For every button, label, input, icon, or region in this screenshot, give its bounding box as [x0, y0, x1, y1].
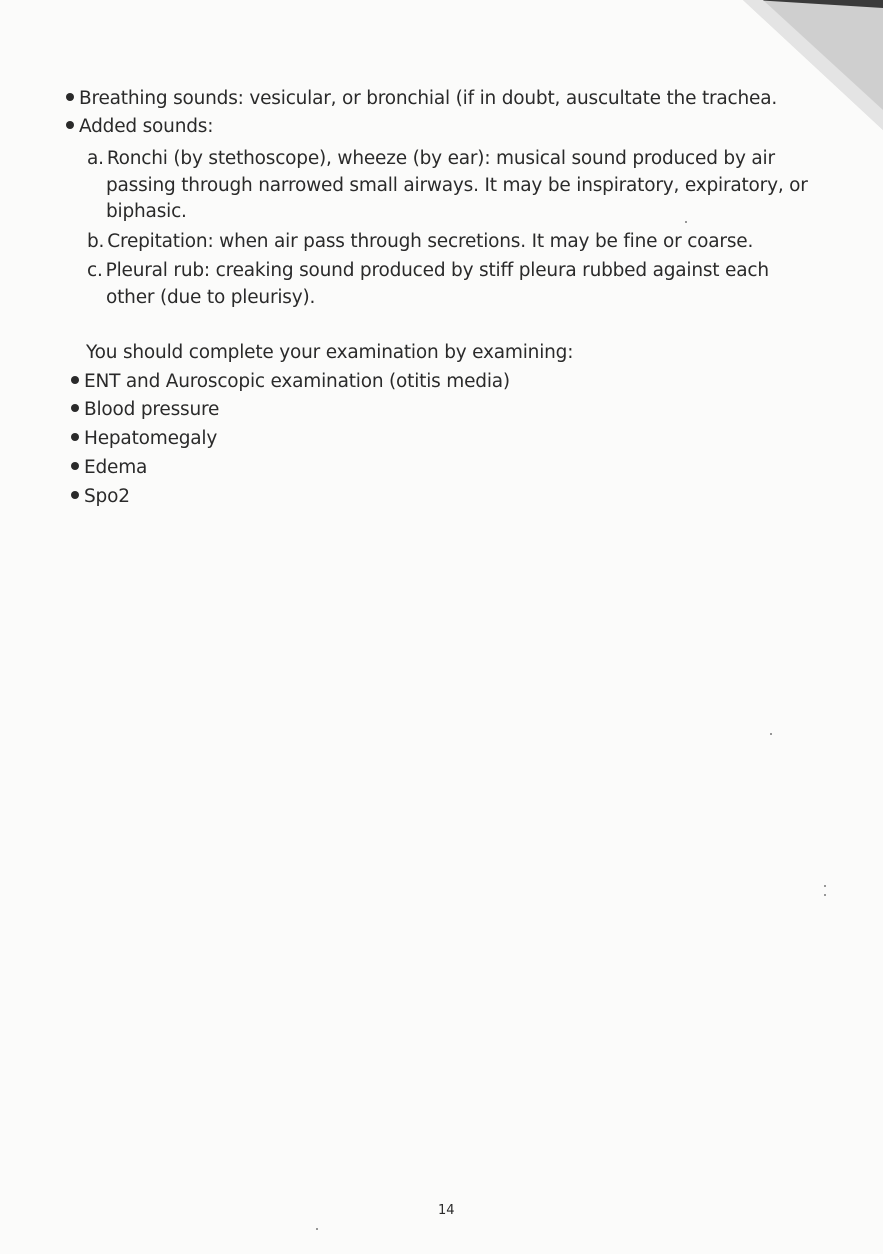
completion-intro: You should complete your examination by examining:: [86, 342, 574, 363]
sub-item-ronchi: a. Ronchi (by stethoscope), wheeze (by ear): musical sound produced by air: [87, 148, 775, 169]
bullet-icon: [71, 404, 79, 412]
exam-item-added-sounds: Added sounds:: [66, 114, 213, 140]
completion-item: Hepatomegaly: [71, 426, 217, 452]
exam-item-breathing-sounds: Breathing sounds: vesicular, or bronchial (if in doubt, auscultate the trachea.: [66, 86, 777, 112]
completion-item: Blood pressure: [71, 397, 219, 423]
scan-speck: [770, 733, 772, 735]
page-number: 14: [438, 1203, 455, 1218]
sub-item-ronchi-line-2: passing through narrowed small airways. It may be inspiratory, expiratory, or: [106, 175, 808, 196]
bullet-icon: [71, 376, 79, 384]
bullet-icon: [66, 93, 74, 101]
bullet-icon: [71, 491, 79, 499]
scan-speck: [824, 894, 826, 896]
completion-item: ENT and Auroscopic examination (otitis media): [71, 369, 510, 395]
sub-item-pleural-rub-line-2: other (due to pleurisy).: [106, 287, 316, 308]
sub-item-ronchi-line-3: biphasic.: [106, 201, 187, 222]
scan-speck: [316, 1228, 318, 1230]
bullet-icon: [71, 462, 79, 470]
scan-speck: [824, 885, 826, 887]
sub-item-pleural-rub: c. Pleural rub: creaking sound produced by stiff pleura rubbed against each: [87, 260, 769, 281]
bullet-icon: [71, 433, 79, 441]
completion-item: Spo2: [71, 484, 130, 510]
completion-item: Edema: [71, 455, 147, 481]
bullet-icon: [66, 121, 74, 129]
sub-item-crepitation: b. Crepitation: when air pass through secretions. It may be fine or coarse.: [87, 231, 754, 252]
scan-speck: [685, 221, 687, 223]
